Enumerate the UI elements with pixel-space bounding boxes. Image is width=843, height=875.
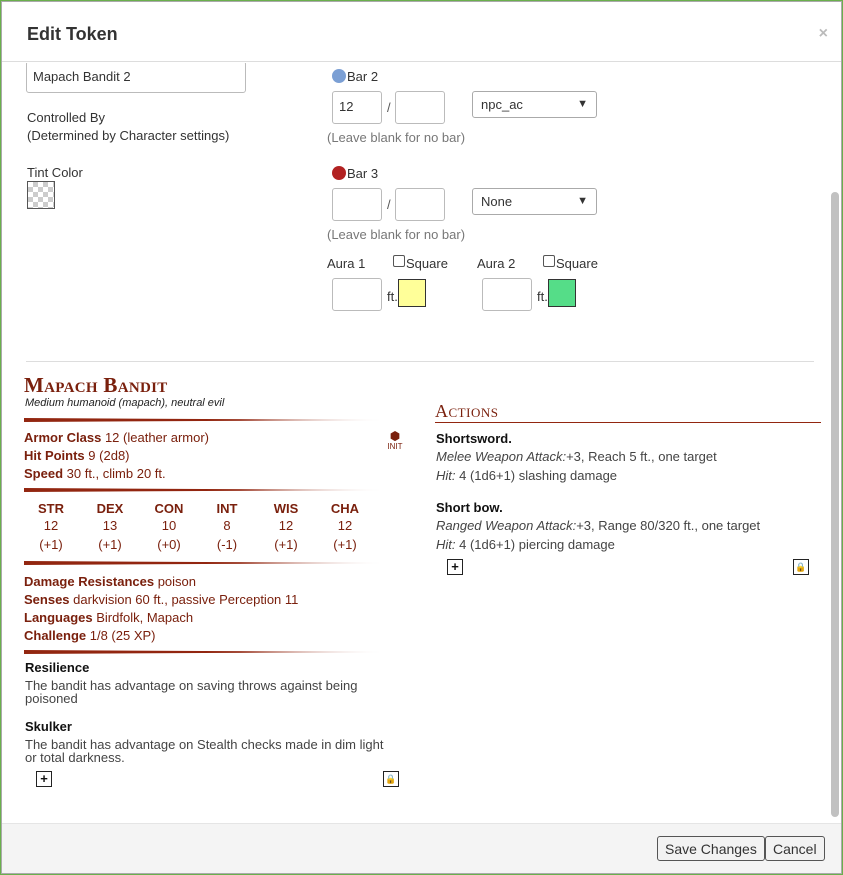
bar2-hint: (Leave blank for no bar) bbox=[327, 130, 466, 145]
statblock-rule bbox=[24, 488, 384, 492]
init-label: INIT bbox=[387, 442, 403, 451]
ability-name: STR bbox=[38, 501, 64, 516]
challenge-label: Challenge bbox=[24, 628, 87, 643]
challenge-value: 1/8 (25 XP) bbox=[89, 628, 156, 643]
ability-score: 13 bbox=[102, 518, 118, 533]
ability-score: 12 bbox=[278, 518, 294, 533]
speed-value: 30 ft., climb 20 ft. bbox=[66, 466, 166, 481]
cancel-button[interactable]: Cancel bbox=[765, 836, 825, 861]
bar3-label: Bar 3 bbox=[347, 166, 379, 181]
armor-class-value: 12 bbox=[104, 430, 120, 445]
bar2-link-value: npc_ac bbox=[481, 97, 523, 112]
bar3-separator: / bbox=[387, 197, 391, 212]
languages-value: Birdfolk, Mapach bbox=[96, 610, 194, 625]
statblock-rule bbox=[24, 418, 384, 422]
ability-score: 10 bbox=[161, 518, 177, 533]
content-scrollbar[interactable] bbox=[831, 192, 839, 817]
aura2-radius-input[interactable] bbox=[482, 278, 532, 311]
hit-points-label: Hit Points bbox=[24, 448, 85, 463]
action-attack-line bbox=[436, 449, 717, 464]
armor-class-note: (leather armor) bbox=[123, 430, 209, 445]
tint-color-picker[interactable] bbox=[27, 181, 55, 209]
lock-icon[interactable]: 🔒 bbox=[383, 771, 399, 787]
add-action-button[interactable]: + bbox=[447, 559, 463, 575]
senses-label: Senses bbox=[24, 592, 70, 607]
ability-name: CON bbox=[154, 501, 184, 516]
action-hit-detail: 4 (1d6+1) piercing damage bbox=[459, 537, 615, 552]
ability-score: 8 bbox=[223, 518, 231, 533]
action-hit-label: Hit: bbox=[436, 468, 456, 483]
ability-name: DEX bbox=[96, 501, 124, 516]
ability-score: 12 bbox=[337, 518, 353, 533]
dialog-title: Edit Token bbox=[27, 24, 118, 44]
bar3-link-value: None bbox=[481, 194, 513, 209]
action-name: Shortsword. bbox=[436, 431, 512, 446]
action-hit-detail: 4 (1d6+1) slashing damage bbox=[459, 468, 618, 483]
action-attack-detail: +3, Range 80/320 ft., one target bbox=[576, 518, 761, 533]
section-divider bbox=[26, 361, 814, 362]
controlled-by-label: Controlled By bbox=[27, 110, 106, 125]
aura1-label: Aura 1 bbox=[327, 256, 366, 271]
aura2-unit: ft. bbox=[537, 289, 548, 304]
languages-label: Languages bbox=[24, 610, 93, 625]
action-name: Short bow. bbox=[436, 500, 503, 515]
senses-row bbox=[24, 592, 298, 607]
edit-token-dialog bbox=[1, 1, 842, 874]
hit-points-note: (2d8) bbox=[99, 448, 130, 463]
d20-icon: ⬢ bbox=[389, 429, 401, 443]
bar3-color-dot[interactable] bbox=[332, 166, 346, 180]
damage-resistances-value: poison bbox=[157, 574, 197, 589]
ability-modifier: (-1) bbox=[216, 537, 238, 552]
bar2-max-input[interactable] bbox=[395, 91, 445, 124]
ability-name: WIS bbox=[273, 501, 299, 516]
close-icon[interactable]: × bbox=[818, 25, 828, 42]
action-hit-label: Hit: bbox=[436, 537, 456, 552]
ability-score: 12 bbox=[43, 518, 59, 533]
action-attack-detail: +3, Reach 5 ft., one target bbox=[566, 449, 717, 464]
ability-name: CHA bbox=[330, 501, 360, 516]
statblock-rule bbox=[24, 561, 384, 565]
aura2-color-swatch[interactable] bbox=[548, 279, 576, 307]
statblock-subtitle: Medium humanoid (mapach), neutral evil bbox=[25, 397, 225, 409]
languages-row bbox=[24, 610, 193, 625]
controlled-by-note: (Determined by Character settings) bbox=[27, 128, 230, 143]
bar3-current-input[interactable] bbox=[332, 188, 382, 221]
speed-row bbox=[24, 466, 166, 481]
armor-class-label: Armor Class bbox=[24, 430, 102, 445]
hit-points-row bbox=[24, 448, 130, 463]
aura1-square-checkbox[interactable] bbox=[393, 255, 405, 267]
tint-color-label: Tint Color bbox=[27, 165, 83, 180]
chevron-down-icon: ▼ bbox=[577, 195, 588, 207]
senses-value: darkvision 60 ft., passive Perception 11 bbox=[73, 592, 299, 607]
ability-modifier: (+1) bbox=[98, 537, 122, 552]
bar3-max-input[interactable] bbox=[395, 188, 445, 221]
aura2-square-checkbox[interactable] bbox=[543, 255, 555, 267]
actions-heading: Actions bbox=[435, 401, 499, 421]
add-trait-button[interactable]: + bbox=[36, 771, 52, 787]
bar3-hint: (Leave blank for no bar) bbox=[327, 227, 466, 242]
action-hit-line bbox=[436, 537, 615, 552]
aura1-radius-input[interactable] bbox=[332, 278, 382, 311]
trait-name: Skulker bbox=[25, 719, 72, 734]
save-changes-button[interactable]: Save Changes bbox=[657, 836, 765, 861]
damage-resistances-label: Damage Resistances bbox=[24, 574, 155, 589]
action-attack-line bbox=[436, 518, 760, 533]
hit-points-value: 9 bbox=[88, 448, 96, 463]
bar2-separator: / bbox=[387, 100, 391, 115]
armor-class-row bbox=[24, 430, 209, 445]
trait-name: Resilience bbox=[25, 660, 90, 675]
challenge-row bbox=[24, 628, 156, 643]
dialog-footer bbox=[2, 823, 841, 874]
aura2-square-label: Square bbox=[556, 256, 598, 271]
ability-name: INT bbox=[216, 501, 238, 516]
bar2-color-dot[interactable] bbox=[332, 69, 346, 83]
action-attack-type: Melee Weapon Attack: bbox=[436, 449, 567, 464]
actions-rule bbox=[435, 422, 821, 423]
bar2-link-select[interactable] bbox=[472, 91, 597, 118]
ability-modifier: (+1) bbox=[333, 537, 357, 552]
bar2-label: Bar 2 bbox=[347, 69, 379, 84]
lock-icon[interactable]: 🔒 bbox=[793, 559, 809, 575]
dialog-content bbox=[2, 63, 841, 823]
init-button[interactable] bbox=[385, 430, 405, 451]
ability-modifier: (+0) bbox=[157, 537, 181, 552]
token-name-input[interactable]: Mapach Bandit 2 bbox=[26, 63, 246, 93]
ability-modifier: (+1) bbox=[39, 537, 63, 552]
damage-resistances-row bbox=[24, 574, 196, 589]
statblock-name: Mapach Bandit bbox=[24, 373, 168, 397]
aura2-label: Aura 2 bbox=[477, 256, 516, 271]
trait-text: The bandit has advantage on saving throws against being poisoned bbox=[25, 678, 358, 706]
action-attack-type: Ranged Weapon Attack: bbox=[436, 518, 577, 533]
action-hit-line bbox=[436, 468, 617, 483]
chevron-down-icon: ▼ bbox=[577, 98, 588, 110]
ability-modifier: (+1) bbox=[274, 537, 298, 552]
bar2-current-input[interactable]: 12 bbox=[332, 91, 382, 124]
bar3-link-select[interactable] bbox=[472, 188, 597, 215]
aura1-color-swatch[interactable] bbox=[398, 279, 426, 307]
dialog-titlebar[interactable] bbox=[2, 2, 841, 62]
trait-text: The bandit has advantage on Stealth checks made in dim light or total darkness. bbox=[25, 737, 384, 765]
statblock-rule bbox=[24, 650, 384, 654]
aura1-unit: ft. bbox=[387, 289, 398, 304]
speed-label: Speed bbox=[24, 466, 64, 481]
aura1-square-label: Square bbox=[406, 256, 448, 271]
